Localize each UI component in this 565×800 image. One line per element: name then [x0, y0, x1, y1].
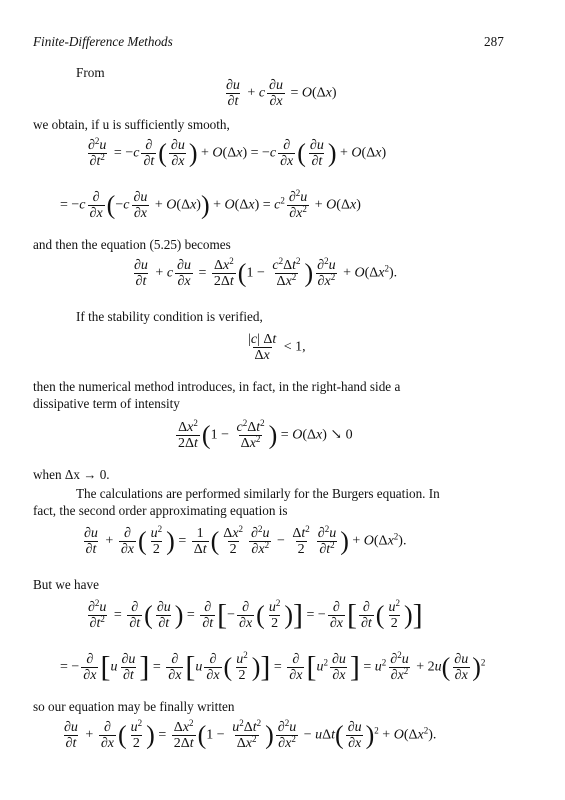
- text-if-stability: If the stability condition is verified,: [76, 309, 263, 324]
- equation-dissipative-term: $\frac{\Delta x^2}{2\Delta t}$ (1 − $\frac{c^2\Delta t^2}{\Delta x^2}$ ) = O(Δx) ↘ 0: [178, 418, 353, 451]
- equation-second-derivative: $\frac{\partial^2u}{\partial t^2}$ = −c $\frac{\partial}{\partial t}$ ( $\frac{\partial u}{\partial x}$ ) + O(Δx) = −c $\frac{\partial}{\partial x}$ ( $\frac{\partial u}{\partial t}$ ) + O(Δx): [88, 136, 387, 169]
- equation-second-derivative-cont: = −c $\frac{\partial}{\partial x}$ (−c $\frac{\partial u}{\partial x}$ + $O(\Delta x)) + O(\Delta x) = c^2$ $\frac{\partial^2u}{\partial x^2}$ + O(Δx): [60, 188, 361, 221]
- text-calc-2: fact, the second order approximating equation is: [33, 503, 288, 518]
- text-calc-1: The calculations are performed similarly for the Burgers equation. In: [76, 486, 440, 501]
- equation-cfl: $\frac{|c| \Delta t}{\Delta x}$ < 1,: [248, 332, 306, 363]
- text-then-equation: and then the equation (5.25) becomes: [33, 237, 231, 252]
- page-number: 287: [484, 34, 504, 49]
- equation-burgers-approx: $\frac{\partial u}{\partial t}$ + $\frac{\partial}{\partial x}$ ( $\frac{u^2}{2}$ ) = $\frac{1}{\Delta t}$ ( $\frac{\Delta x^2}{2}$ $\frac{\partial^2u}{\partial x^2}$ − $\frac{\Delta t^2}{2}$ $\frac{\partial^2u}{\partial t^2}$ ) + $O(\Delta x^2)$.: [84, 524, 407, 557]
- text-obtain: we obtain, if u is sufficiently smooth,: [33, 117, 230, 132]
- equation-burgers-second-derivative: $\frac{\partial^2u}{\partial t^2}$ = $\frac{\partial}{\partial t}$ ( $\frac{\partial u}{\partial t}$ ) = $\frac{\partial}{\partial t}$ [− $\frac{\partial}{\partial x}$ ( $\frac{u^2}{2}$ )] = − $\frac{\partial}{\partial x}$ [ $\frac{\partial}{\partial t}$ ( $\frac{u^2}{2}$ )]: [88, 598, 423, 632]
- text-but-we-have: But we have: [33, 577, 99, 592]
- equation-burgers-second-derivative-cont: = − $\frac{\partial}{\partial x}$ [u $\frac{\partial u}{\partial t}$ ] = $\frac{\partial}{\partial x}$ [u $\frac{\partial}{\partial x}$ ( $\frac{u^2}{2}$ )] = $\frac{\partial}{\partial x}$ [$u^2$ $\frac{\partial u}{\partial x}$ ] = $u^2$ $\frac{\partial^2u}{\partial x^2}$ + 2u( $\frac{\partial u}{\partial x}$ )$^2$: [60, 650, 486, 684]
- text-then-numerical-1: then the numerical method introduces, in fact, in the right-hand side a: [33, 379, 401, 394]
- equation-advection: $\frac{\partial u}{\partial t}$ + c $\frac{\partial u}{\partial x}$ = O(Δx): [226, 78, 337, 109]
- text-when: when Δx → 0.: [33, 467, 110, 482]
- equation-burgers-final: $\frac{\partial u}{\partial t}$ + $\frac{\partial}{\partial x}$ ( $\frac{u^2}{2}$ ) = $\frac{\Delta x^2}{2\Delta t}$ (1 − $\frac{u^2\Delta t^2}{\Delta x^2}$ ) $\frac{\partial^2u}{\partial x^2}$ − uΔt( $\frac{\partial u}{\partial x}$ )$^2 + O(\Delta x^2)$.: [64, 718, 437, 751]
- text-so-our: so our equation may be finally written: [33, 699, 235, 714]
- equation-modified: $\frac{\partial u}{\partial t}$ + c $\frac{\partial u}{\partial x}$ = $\frac{\Delta x^2}{2\Delta t}$ (1 − $\frac{c^2\Delta t^2}{\Delta x^2}$ ) $\frac{\partial^2u}{\partial x^2}$ + $O(\Delta x^2)$.: [134, 256, 398, 289]
- text-from: From: [76, 65, 105, 80]
- text-then-numerical-2: dissipative term of intensity: [33, 396, 180, 411]
- running-title: Finite-Difference Methods: [33, 34, 173, 49]
